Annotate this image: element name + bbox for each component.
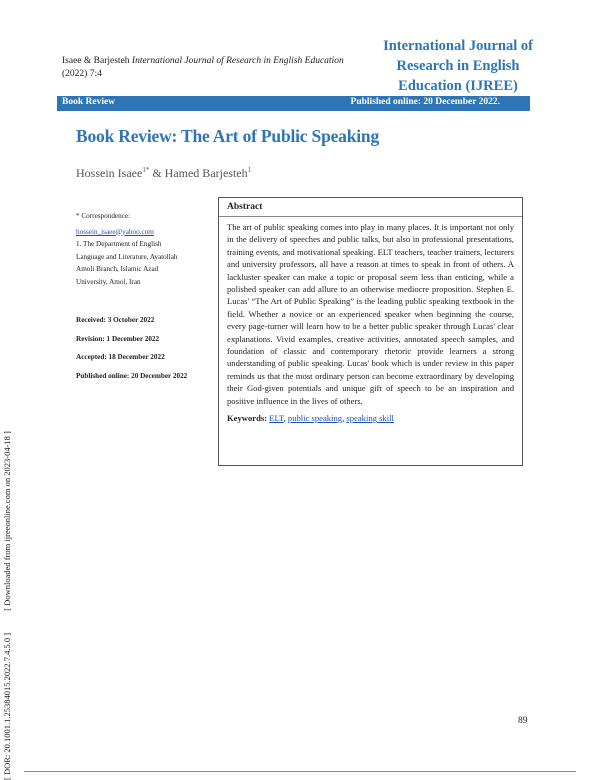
journal-logo-line3: Education (IJREE)	[398, 78, 518, 94]
keyword-link-speaking-skill[interactable]: speaking skill	[346, 413, 394, 424]
band-published-date: Published online: 20 December 2022.	[350, 97, 500, 107]
author-1-affiliation-mark: 1*	[142, 166, 150, 174]
accepted-date: Accepted: 18 December 2022	[76, 353, 165, 361]
author-separator: &	[149, 166, 165, 180]
abstract-heading: Abstract	[219, 198, 522, 217]
author-line	[76, 166, 251, 181]
running-head-journal: International Journal of Research in English Education	[131, 56, 344, 66]
downloaded-note: [ Downloaded from ijreeonline.com on 2023-04-18 ]	[2, 431, 12, 611]
author-1: Hossein Isaee	[76, 166, 143, 180]
affiliation-line: Language and Literature, Ayatollah	[76, 252, 178, 261]
correspondence-email-link[interactable]: hossein_isaee@yahoo.com	[76, 227, 154, 236]
affiliation-line: 1. The Department of English	[76, 240, 162, 248]
published-date: Published online: 20 December 2022	[76, 371, 188, 380]
sidebar-spacer	[76, 288, 202, 304]
journal-logo-line2: Research in English	[396, 58, 520, 74]
keywords-label: Keywords:	[227, 413, 268, 424]
article-title: Book Review: The Art of Public Speaking	[76, 126, 380, 146]
journal-logo	[368, 36, 548, 96]
bottom-divider	[24, 771, 576, 772]
page-number: 89	[518, 716, 528, 726]
running-head-volume: (2022) 7:4	[62, 69, 102, 79]
affiliation-line: Amoli Branch, Islamic Azad	[76, 265, 159, 273]
affiliation-line: University, Amol, Iran	[76, 277, 141, 286]
keyword-separator: ,	[342, 413, 347, 424]
journal-logo-line1: International Journal of	[383, 38, 533, 54]
keyword-link-public-speaking[interactable]: public speaking	[287, 413, 343, 424]
author-2: Hamed Barjesteh	[164, 166, 248, 180]
abstract-box	[218, 197, 523, 466]
keywords-line	[219, 407, 522, 423]
revision-date: Revision: 1 December 2022	[76, 334, 160, 343]
doi-note: [ DOR: 20.1001.1.25384015.2022.7.4.5.0 ]	[2, 632, 12, 780]
running-head-authors: Isaee & Barjesteh	[62, 56, 132, 66]
abstract-text: The art of public speaking comes into play in many places. It is important not only in the delivery of speeches and public talks, but also in professional presentations, training events, and motivational speaking. ELT teachers, teacher trainers, lecturers and university professors, all have a reason at times to speak in front of others. A lackluster speaker can make a topic or proposal seem less than enticing, while a polished speaker can add allure to an otherwise mediocre proposition. Stephen E. Lucas' “The Art of Public Speaking” is the leading public speaking textbook in the field. Whether a novice or an experienced speaker when beginning the course, every page-turner will learn how to be a better public speaker through Lucas' clear explanations. Vivid examples, creative activities, annotated speech samples, and foundation of classic and contemporary rhetoric provide learners a strong understanding of public speaking. Lucas' book which is under review in this paper reminds us that the most ordinary person can become extraordinary by developing their God-given potentials and unique gift of speech to be an inspiration and positive influence in the lives of others.	[227, 222, 514, 406]
section-band	[57, 96, 530, 111]
author-2-affiliation-mark: 1	[247, 166, 252, 174]
section-label: Book Review	[62, 97, 116, 107]
download-side-note	[2, 420, 14, 780]
keyword-link-elt[interactable]: ELT	[269, 413, 284, 424]
received-date: Received: 3 October 2022	[76, 316, 155, 324]
correspondence-label: * Correspondence:	[76, 212, 131, 220]
keyword-separator: ,	[283, 413, 288, 424]
running-head	[62, 55, 362, 81]
article-info-sidebar	[76, 210, 202, 382]
